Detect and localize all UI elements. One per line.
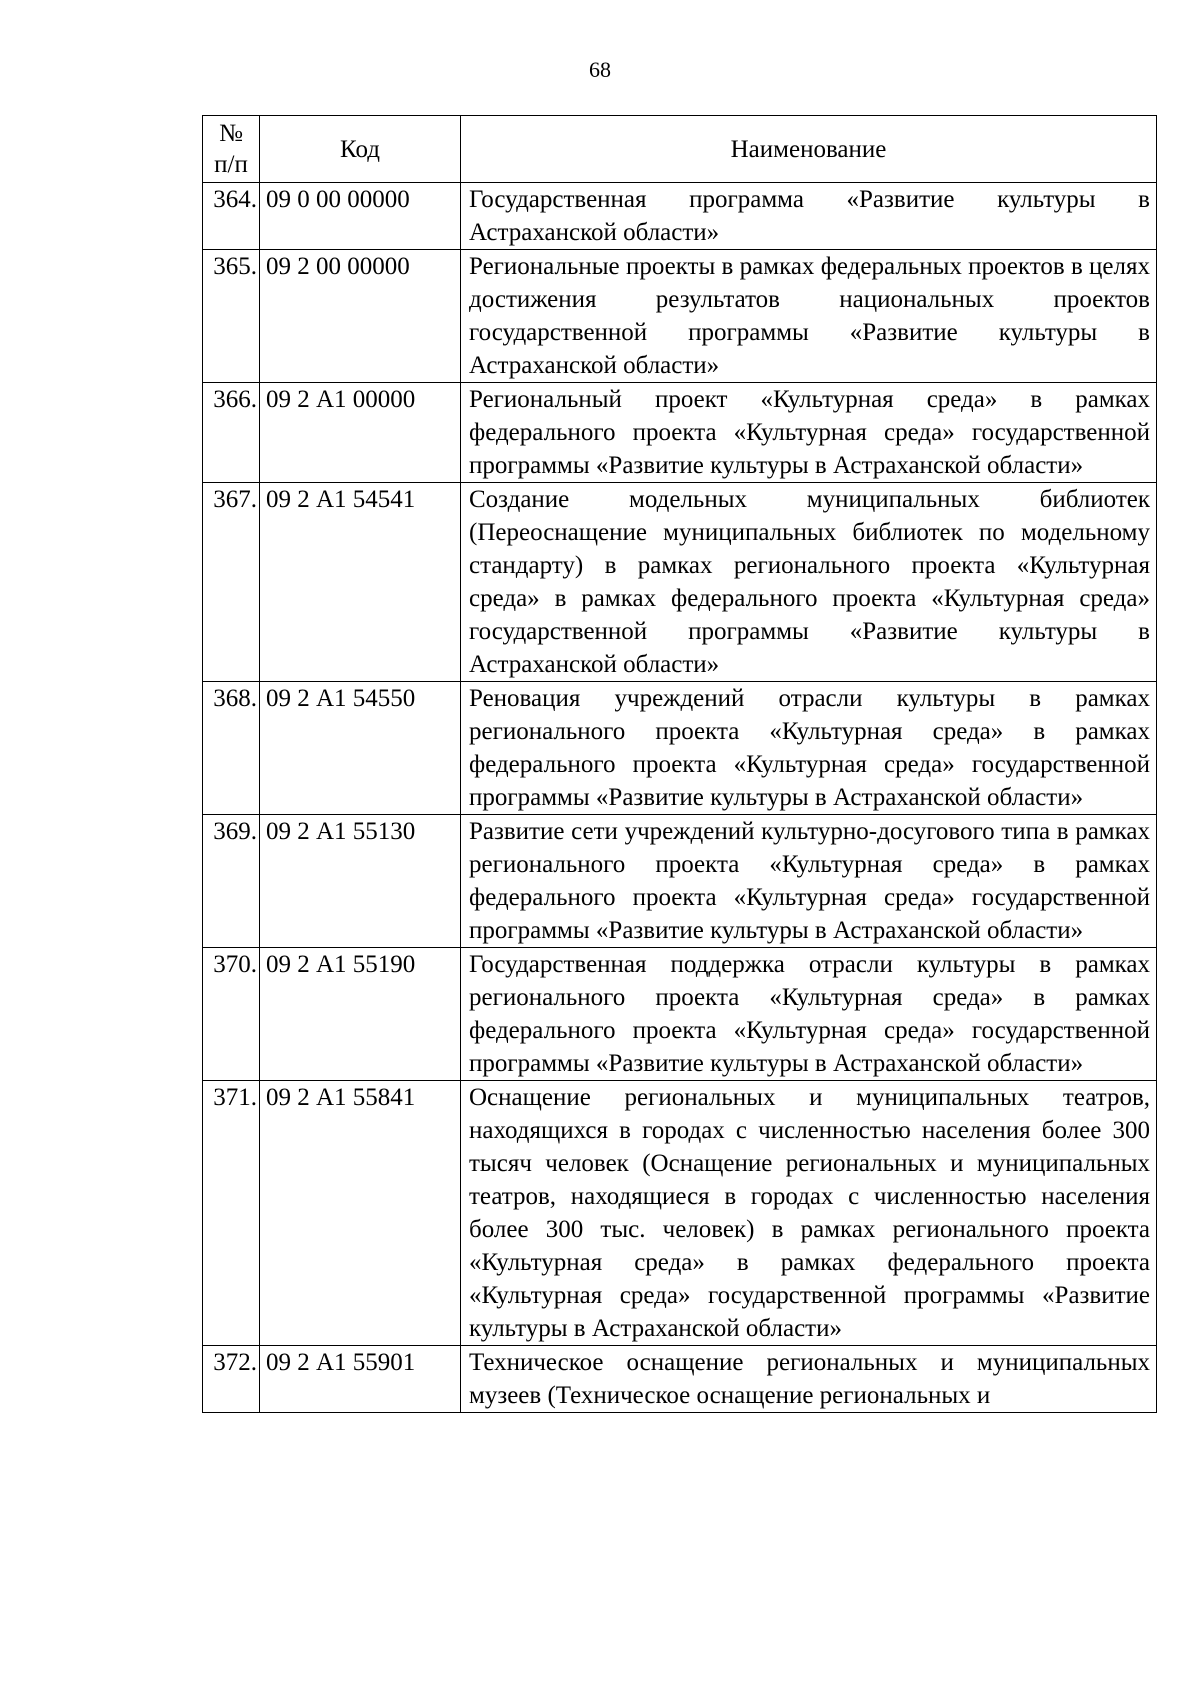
- header-number-pp: п/п: [214, 151, 248, 178]
- header-number-sign: №: [219, 120, 243, 147]
- row-number: 370.: [203, 948, 260, 1081]
- table-row: [203, 383, 1157, 483]
- row-code: 09 2 А1 55901: [260, 1346, 461, 1413]
- table-row: [203, 682, 1157, 815]
- row-code: 09 2 А1 54541: [260, 483, 461, 682]
- classification-table: [202, 115, 1157, 1413]
- row-code: 09 2 А1 55130: [260, 815, 461, 948]
- row-name: Создание модельных муниципальных библиотек (Переоснащение муниципальных библиотек по модельному стандарту) в рамках регионального проекта «Культурная среда» в рамках федерального проекта «Культурная среда» государственной программы «Развитие культуры в Астраханской области»: [461, 483, 1157, 682]
- row-number: 366.: [203, 383, 260, 483]
- row-name: Региональные проекты в рамках федеральных проектов в целях достижения результатов национальных проектов государственной программы «Развитие культуры в Астраханской области»: [461, 250, 1157, 383]
- row-number: 371.: [203, 1081, 260, 1346]
- table-row: [203, 948, 1157, 1081]
- row-name: Реновация учреждений отрасли культуры в рамках регионального проекта «Культурная среда» в рамках федерального проекта «Культурная среда» государственной программы «Развитие культуры в Астраханской области»: [461, 682, 1157, 815]
- row-code: 09 2 А1 55190: [260, 948, 461, 1081]
- row-number: 368.: [203, 682, 260, 815]
- table-row: [203, 483, 1157, 682]
- row-name: [461, 1346, 1157, 1413]
- row-name: Региональный проект «Культурная среда» в рамках федерального проекта «Культурная среда» государственной программы «Развитие культуры в Астраханской области»: [461, 383, 1157, 483]
- row-name: Государственная программа «Развитие культуры в Астраханской области»: [461, 183, 1157, 250]
- row-name-text: Техническое оснащение региональных и муниципальных музеев (Техническое оснащение региональных и: [469, 1349, 1150, 1409]
- row-code: 09 2 А1 00000: [260, 383, 461, 483]
- header-code: Код: [260, 116, 461, 183]
- row-number: 372.: [203, 1346, 260, 1413]
- row-name: Государственная поддержка отрасли культуры в рамках регионального проекта «Культурная среда» в рамках федерального проекта «Культурная среда» государственной программы «Развитие культуры в Астраханской области»: [461, 948, 1157, 1081]
- row-name: Развитие сети учреждений культурно-досугового типа в рамках регионального проекта «Культурная среда» в рамках федерального проекта «Культурная среда» государственной программы «Развитие культуры в Астраханской области»: [461, 815, 1157, 948]
- row-number: 367.: [203, 483, 260, 682]
- row-number: 364.: [203, 183, 260, 250]
- table-row: [203, 815, 1157, 948]
- table-row: [203, 183, 1157, 250]
- page-number: 68: [589, 57, 611, 82]
- table-row: [203, 250, 1157, 383]
- table-header-row: [203, 116, 1157, 183]
- header-name: Наименование: [461, 116, 1157, 183]
- row-code: 09 2 00 00000: [260, 250, 461, 383]
- row-number: 369.: [203, 815, 260, 948]
- table-row: [203, 1081, 1157, 1346]
- row-number: 365.: [203, 250, 260, 383]
- table-row: [203, 1346, 1157, 1413]
- row-code: 09 2 А1 55841: [260, 1081, 461, 1346]
- row-code: 09 0 00 00000: [260, 183, 461, 250]
- row-code: 09 2 А1 54550: [260, 682, 461, 815]
- header-number: [203, 116, 260, 183]
- row-name: Оснащение региональных и муниципальных театров, находящихся в городах с численностью населения более 300 тысяч человек (Оснащение региональных и муниципальных театров, находящиеся в городах с численностью населения более 300 тыс. человек) в рамках регионального проекта «Культурная среда» в рамках федерального проекта «Культурная среда» государственной программы «Развитие культуры в Астраханской области»: [461, 1081, 1157, 1346]
